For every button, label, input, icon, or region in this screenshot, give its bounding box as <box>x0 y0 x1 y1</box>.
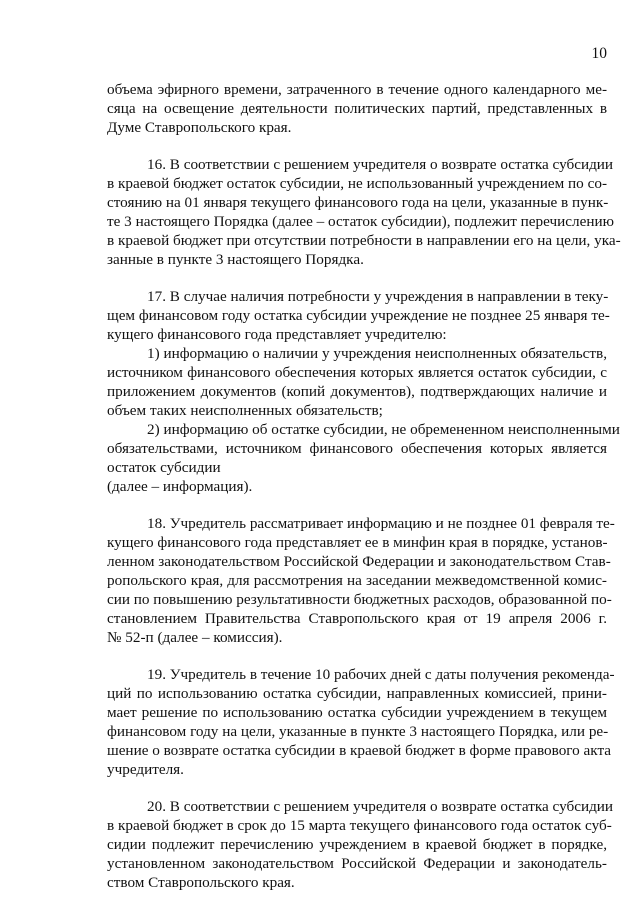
text-line: становлением Правительства Ставропольского края от 19 апреля 2006 г. <box>107 610 607 627</box>
text-line: 20. В соответствии с решением учредителя о возврате остатка субсидии <box>147 798 614 815</box>
text-line: остаток субсидии <box>107 459 221 476</box>
text-line: (далее – информация). <box>107 478 253 495</box>
text-line: кущего финансового года представляет ее в минфин края в порядке, установ- <box>107 534 608 551</box>
text-line: занные в пункте 3 настоящего Порядка. <box>107 251 364 268</box>
text-line: 19. Учредитель в течение 10 рабочих дней с даты получения рекоменда- <box>147 666 615 683</box>
text-line: приложением документов (копий документов), подтверждающих наличие и <box>107 383 607 400</box>
page-number: 10 <box>591 45 607 62</box>
text-line: ций по использованию остатка субсидии, направленных комиссией, прини- <box>107 685 607 702</box>
text-line: ропольского края, для рассмотрения на заседании межведомственной комис- <box>107 572 607 589</box>
text-line: источником финансового обеспечения которых является остаток субсидии, с <box>107 364 607 381</box>
text-line: в краевой бюджет при отсутствии потребности в направлении его на цели, ука- <box>107 232 621 249</box>
text-line: объем таких неисполненных обязательств; <box>107 402 383 419</box>
text-line: установленном законодательством Российской Федерации и законодатель- <box>107 855 607 872</box>
text-line: учредителя. <box>107 761 184 778</box>
text-line: № 52-п (далее – комиссия). <box>107 629 283 646</box>
text-line: 1) информацию о наличии у учреждения неисполненных обязательств, <box>147 345 607 362</box>
text-line: 17. В случае наличия потребности у учреждения в направлении в теку- <box>147 288 609 305</box>
text-line: в краевой бюджет в срок до 15 марта текущего финансового года остаток суб- <box>107 817 612 834</box>
text-line: 16. В соответствии с решением учредителя о возврате остатка субсидии <box>147 156 614 173</box>
text-line: Думе Ставропольского края. <box>107 119 292 136</box>
text-line: кущего финансового года представляет учредителю: <box>107 326 447 343</box>
text-line: объема эфирного времени, затраченного в течение одного календарного ме- <box>107 81 607 98</box>
text-line: сяца на освещение деятельности политических партий, представленных в <box>107 100 607 117</box>
text-line: ленном законодательством Российской Федерации и законодательством Став- <box>107 553 611 570</box>
text-line: щем финансовом году остатка субсидии учреждение не позднее 25 января те- <box>107 307 610 324</box>
text-line: те 3 настоящего Порядка (далее – остаток субсидии), подлежит перечислению <box>107 213 614 230</box>
text-line: финансовом году на цели, указанные в пункте 3 настоящего Порядка, или ре- <box>107 723 609 740</box>
text-line: мает решение по использованию остатка субсидии учреждением в текущем <box>107 704 607 721</box>
text-line: стоянию на 01 января текущего финансового года на цели, указанные в пунк- <box>107 194 609 211</box>
text-line: 18. Учредитель рассматривает информацию и не позднее 01 февраля те- <box>147 515 615 532</box>
text-line: сии по повышению результативности бюджетных расходов, образованной по- <box>107 591 612 608</box>
text-line: в краевой бюджет остаток субсидии, не использованный учреждением по со- <box>107 175 607 192</box>
text-line: ством Ставропольского края. <box>107 874 295 891</box>
text-line: обязательствами, источником финансового обеспечения которых является <box>107 440 607 457</box>
text-line: 2) информацию об остатке субсидии, не обремененном неисполненными <box>147 421 620 438</box>
text-line: шение о возврате остатка субсидии в краевой бюджет в форме правового акта <box>107 742 612 759</box>
text-line: сидии подлежит перечислению учреждением в краевой бюджет в порядке, <box>107 836 607 853</box>
